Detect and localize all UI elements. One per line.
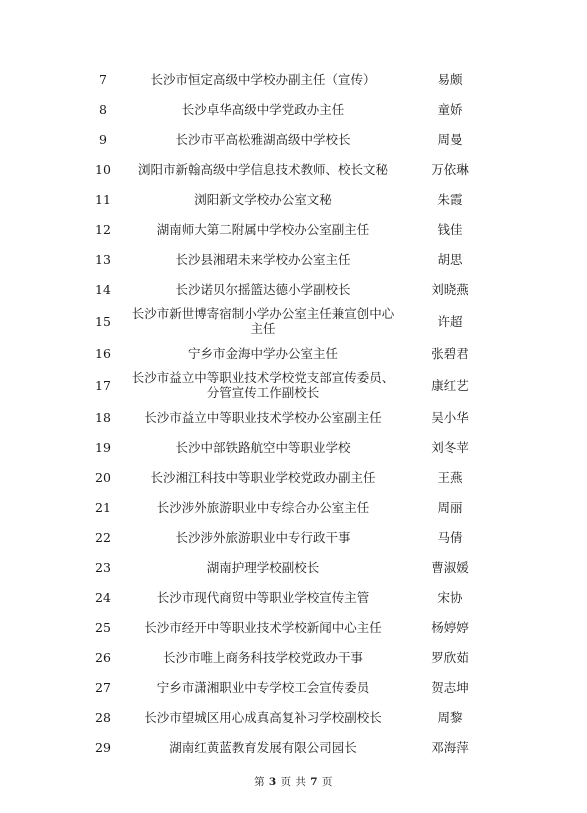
row-number: 28 (95, 709, 111, 725)
roster-table (80, 64, 500, 762)
row-number: 19 (95, 439, 111, 455)
table-row (80, 582, 500, 612)
row-position: 浏阳新文学校办公室文秘 (194, 191, 332, 207)
row-person-name: 周曼 (437, 131, 463, 147)
row-person-name: 张碧君 (431, 345, 469, 361)
row-person-name: 邓海萍 (431, 739, 469, 755)
roster-body (80, 64, 500, 762)
row-number: 26 (95, 649, 111, 665)
row-position: 长沙县湘珺未来学校办公室主任 (175, 251, 351, 267)
row-number: 12 (95, 221, 111, 237)
row-position: 长沙市现代商贸中等职业学校宣传主管 (156, 589, 370, 605)
row-number: 13 (95, 251, 111, 267)
row-number: 15 (95, 313, 111, 329)
table-row (80, 732, 500, 762)
table-row (80, 702, 500, 732)
row-number: 10 (95, 161, 111, 177)
row-number: 9 (99, 131, 107, 147)
row-position: 湖南师大第二附属中学校办公室副主任 (156, 221, 370, 237)
footer-mid: 页 共 (280, 776, 307, 788)
row-person-name: 周丽 (437, 499, 463, 515)
row-person-name: 胡思 (437, 251, 463, 267)
total-page-number: 7 (310, 776, 319, 788)
row-position: 长沙湘江科技中等职业学校党政办副主任 (150, 469, 376, 485)
row-position: 湖南红黄蓝教育发展有限公司园长 (169, 739, 357, 755)
row-number: 24 (95, 589, 111, 605)
row-person-name: 万依琳 (431, 161, 469, 177)
row-number: 17 (95, 377, 111, 393)
row-person-name: 罗欣茹 (431, 649, 469, 665)
row-number: 7 (99, 71, 107, 87)
row-number: 25 (95, 619, 111, 635)
row-position: 长沙市唯上商务科技学校党政办干事 (162, 649, 363, 665)
row-position: 长沙涉外旅游职业中专综合办公室主任 (156, 499, 370, 515)
row-position: 长沙市益立中等职业技术学校党支部宣传委员、分管宣传工作副校长 (131, 370, 395, 400)
table-row (80, 304, 500, 338)
footer-suffix: 页 (321, 776, 333, 788)
current-page-number: 3 (268, 776, 277, 788)
row-number: 27 (95, 679, 111, 695)
row-position: 宁乡市潇湘职业中专学校工会宣传委员 (156, 679, 370, 695)
table-row (80, 432, 500, 462)
table-row (80, 402, 500, 432)
row-number: 8 (99, 101, 107, 117)
page-footer (0, 774, 587, 789)
table-row (80, 368, 500, 402)
row-number: 23 (95, 559, 111, 575)
table-row (80, 94, 500, 124)
table-row (80, 64, 500, 94)
row-number: 18 (95, 409, 111, 425)
table-row (80, 338, 500, 368)
row-number: 29 (95, 739, 111, 755)
row-number: 20 (95, 469, 111, 485)
row-person-name: 刘晓燕 (431, 281, 469, 297)
row-person-name: 易颇 (437, 71, 463, 87)
table-row (80, 462, 500, 492)
row-person-name: 刘冬苹 (431, 439, 469, 455)
row-person-name: 马倩 (437, 529, 463, 545)
row-position: 长沙卓华高级中学党政办主任 (181, 101, 345, 117)
table-row (80, 274, 500, 304)
table-row (80, 184, 500, 214)
row-person-name: 曹淑媛 (431, 559, 469, 575)
row-number: 22 (95, 529, 111, 545)
row-person-name: 杨婷婷 (431, 619, 469, 635)
row-person-name: 钱佳 (437, 221, 463, 237)
table-row (80, 612, 500, 642)
footer-prefix: 第 (254, 776, 266, 788)
row-number: 11 (95, 191, 111, 207)
row-person-name: 宋协 (437, 589, 463, 605)
row-position: 长沙市经开中等职业技术学校新闻中心主任 (144, 619, 382, 635)
row-person-name: 吴小华 (431, 409, 469, 425)
row-position: 长沙中部铁路航空中等职业学校 (175, 439, 351, 455)
table-row (80, 642, 500, 672)
row-person-name: 王燕 (437, 469, 463, 485)
table-row (80, 244, 500, 274)
row-position: 长沙市恒定高级中学校办副主任（宣传） (150, 71, 376, 87)
table-row (80, 552, 500, 582)
row-number: 14 (95, 281, 111, 297)
row-position: 长沙诺贝尔摇篮达德小学副校长 (175, 281, 351, 297)
table-row (80, 522, 500, 552)
row-position: 宁乡市金海中学办公室主任 (187, 345, 338, 361)
row-position: 长沙市益立中等职业技术学校办公室副主任 (144, 409, 382, 425)
row-position: 长沙市望城区用心成真高复补习学校副校长 (144, 709, 382, 725)
row-position: 长沙市平高松雅湖高级中学校长 (175, 131, 351, 147)
row-position: 长沙市新世博寄宿制小学办公室主任兼宣创中心主任 (131, 306, 395, 336)
table-row (80, 124, 500, 154)
row-person-name: 周黎 (437, 709, 463, 725)
row-person-name: 童娇 (437, 101, 463, 117)
row-person-name: 朱霞 (437, 191, 463, 207)
row-person-name: 许超 (437, 313, 463, 329)
row-number: 21 (95, 499, 111, 515)
table-row (80, 672, 500, 702)
table-row (80, 214, 500, 244)
row-number: 16 (95, 345, 111, 361)
row-position: 湖南护理学校副校长 (206, 559, 320, 575)
table-row (80, 154, 500, 184)
row-position: 浏阳市新翰高级中学信息技术教师、校长文秘 (137, 161, 388, 177)
row-person-name: 贺志坤 (431, 679, 469, 695)
table-row (80, 492, 500, 522)
row-person-name: 康红艺 (431, 377, 469, 393)
row-position: 长沙涉外旅游职业中专行政干事 (175, 529, 351, 545)
